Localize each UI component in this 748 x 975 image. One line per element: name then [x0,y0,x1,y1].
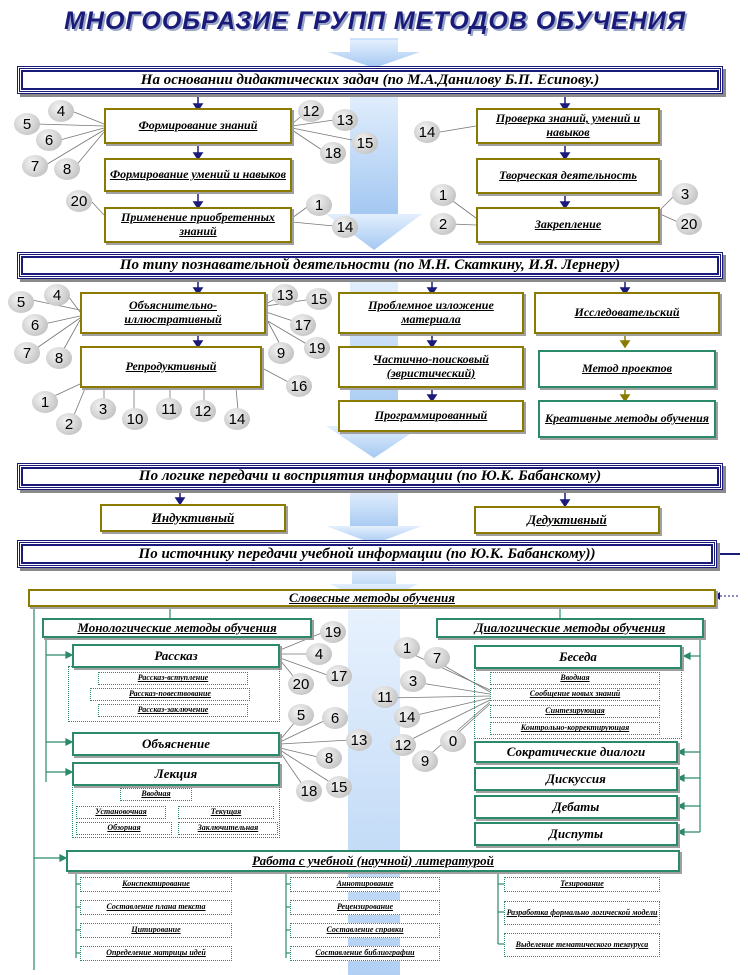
number-badge: 15 [306,288,332,310]
rabota-item: Составление библиографии [290,946,440,961]
box-diskussiya: Дискуссия [474,767,678,791]
box-dialogicheskie: Диалогические методы обучения [436,618,704,638]
box-induktivny: Индуктивный [100,504,286,532]
number-badge: 9 [412,750,438,772]
number-badge: 13 [346,729,372,751]
number-badge: 2 [430,213,456,235]
arrow-shaft-6 [348,610,400,975]
page-title: МНОГООБРАЗИЕ ГРУПП МЕТОДОВ ОБУЧЕНИЯ [64,6,686,35]
section-header-cognitive [17,252,723,279]
lekciya-item: Установочная [76,806,166,819]
section-header-logic-label: По логике передачи и восприятия информации (по Ю.К. Бабанскому) [138,468,602,484]
number-badge: 8 [54,158,80,180]
number-badge: 20 [676,213,702,235]
lekciya-item: Текущая [178,806,274,819]
number-badge: 11 [156,398,182,420]
box-obyasnenie: Объяснение [72,732,280,756]
number-badge: 13 [272,284,298,306]
box-primenenie: Применение приобретенных знаний [104,207,292,243]
box-chastichno: Частично-поисковый (эвристический) [338,346,524,388]
number-badge: 12 [298,100,324,122]
number-badge: 2 [56,413,82,435]
box-lekciya: Лекция [72,762,280,786]
box-sokraticheskie: Сократические диалоги [474,741,678,763]
number-badge: 17 [326,665,352,687]
number-badge: 7 [14,342,40,364]
number-badge: 17 [290,314,316,336]
number-badge: 10 [122,408,148,430]
box-reproduktivny: Репродуктивный [80,346,262,388]
rabota-item: Составление плана текста [80,900,232,915]
box-tvorcheskaya: Творческая деятельность [476,158,660,194]
rabota-item: Тезирование [504,877,660,892]
box-obyasnitelno: Объяснительно-иллюстративный [80,292,266,334]
lekciya-item: Обзорная [76,822,172,835]
rabota-item: Составление справки [290,923,440,938]
rabota-item: Аннотирование [290,877,440,892]
rasskaz-item: Рассказ-заключение [98,704,248,717]
arrow-shaft-4 [350,490,398,530]
box-problemnoe: Проблемное изложение материала [338,292,524,334]
number-badge: 12 [390,734,416,756]
rabota-item: Рецензирование [290,900,440,915]
number-badge: 5 [288,704,314,726]
number-badge: 0 [440,730,466,752]
box-beseda: Беседа [474,645,682,669]
section-header-cognitive-label: По типу познавательной деятельности (по М.Н. Скаткину, И.Я. Лернеру) [119,257,621,273]
number-badge: 6 [22,314,48,336]
box-programmirovanny: Программированный [338,400,524,432]
box-issledovatelsky: Исследовательский [534,292,720,334]
arrow-1 [328,40,420,68]
box-deduktivny: Дедуктивный [474,506,660,534]
box-kreativnye: Креативные методы обучения [538,400,716,438]
number-badge: 11 [372,686,398,708]
number-badge: 12 [190,400,216,422]
number-badge: 5 [14,113,40,135]
number-badge: 20 [66,190,92,212]
number-badge: 1 [394,637,420,659]
box-rabota: Работа с учебной (научной) литературой [66,850,680,872]
box-monologicheskie: Монологические методы обучения [42,618,312,638]
number-badge: 20 [288,673,314,695]
arrow-shaft-2 [350,92,398,214]
number-badge: 3 [672,183,698,205]
number-badge: 1 [430,184,456,206]
beseda-item: Синтезирующая [490,705,660,718]
number-badge: 14 [332,216,358,238]
number-badge: 19 [320,621,346,643]
number-badge: 16 [286,375,312,397]
number-badge: 15 [352,132,378,154]
rabota-item: Цитирование [80,923,232,938]
number-badge: 8 [316,747,342,769]
number-badge: 1 [32,391,58,413]
section-header-didactic-label: На основании дидактических задач (по М.А.Данилову Б.П. Есипову.) [140,71,600,88]
number-badge: 18 [320,142,346,164]
number-badge: 7 [22,155,48,177]
rabota-item: Конспектирование [80,877,232,892]
number-badge: 18 [296,780,322,802]
number-badge: 6 [322,707,348,729]
number-badge: 6 [36,129,62,151]
number-badge: 14 [224,408,250,430]
rasskaz-item: Рассказ-вступление [98,672,248,685]
box-formirovanie-umeniy: Формирование умений и навыков [104,158,292,192]
number-badge: 15 [326,776,352,798]
section-header-logic [17,463,723,490]
beseda-item: Сообщение новых знаний [490,688,660,701]
number-badge: 9 [268,342,294,364]
number-badge: 4 [44,284,70,306]
box-metod-proektov: Метод проектов [538,350,716,388]
section-header-source [17,540,717,568]
box-disputy: Диспуты [474,822,678,846]
number-badge: 1 [306,194,332,216]
rabota-item: Разработка формально логической модели [504,901,660,925]
number-badge: 14 [414,121,440,143]
rabota-item: Определение матрицы идей [80,946,232,961]
box-formirovanie-znaniy: Формирование знаний [104,108,292,144]
box-slovesnye: Словесные методы обучения [28,589,716,607]
number-badge: 4 [48,100,74,122]
number-badge: 14 [394,706,420,728]
box-proverka: Проверка знаний, умений и навыков [476,108,660,144]
number-badge: 3 [90,398,116,420]
beseda-item: Контрольно-корректирующая [490,722,660,735]
number-badge: 5 [8,291,34,313]
lekciya-item: Вводная [120,788,192,801]
rabota-item: Выделение тематического тезауруса [504,933,660,957]
box-rasskaz: Рассказ [72,644,280,668]
number-badge: 4 [306,643,332,665]
box-zakreplenie: Закрепление [476,207,660,243]
rasskaz-item: Рассказ-повествование [90,688,250,701]
beseda-item: Вводная [490,672,660,685]
number-badge: 13 [332,109,358,131]
section-header-source-label: По источнику передачи учебной информации (по Ю.К. Бабанскому)) [138,545,596,562]
number-badge: 8 [46,347,72,369]
box-debaty: Дебаты [474,795,678,819]
number-badge: 3 [400,670,426,692]
lekciya-item: Заключительная [178,822,278,835]
number-badge: 7 [424,647,450,669]
number-badge: 19 [304,337,330,359]
section-header-didactic [17,66,723,94]
